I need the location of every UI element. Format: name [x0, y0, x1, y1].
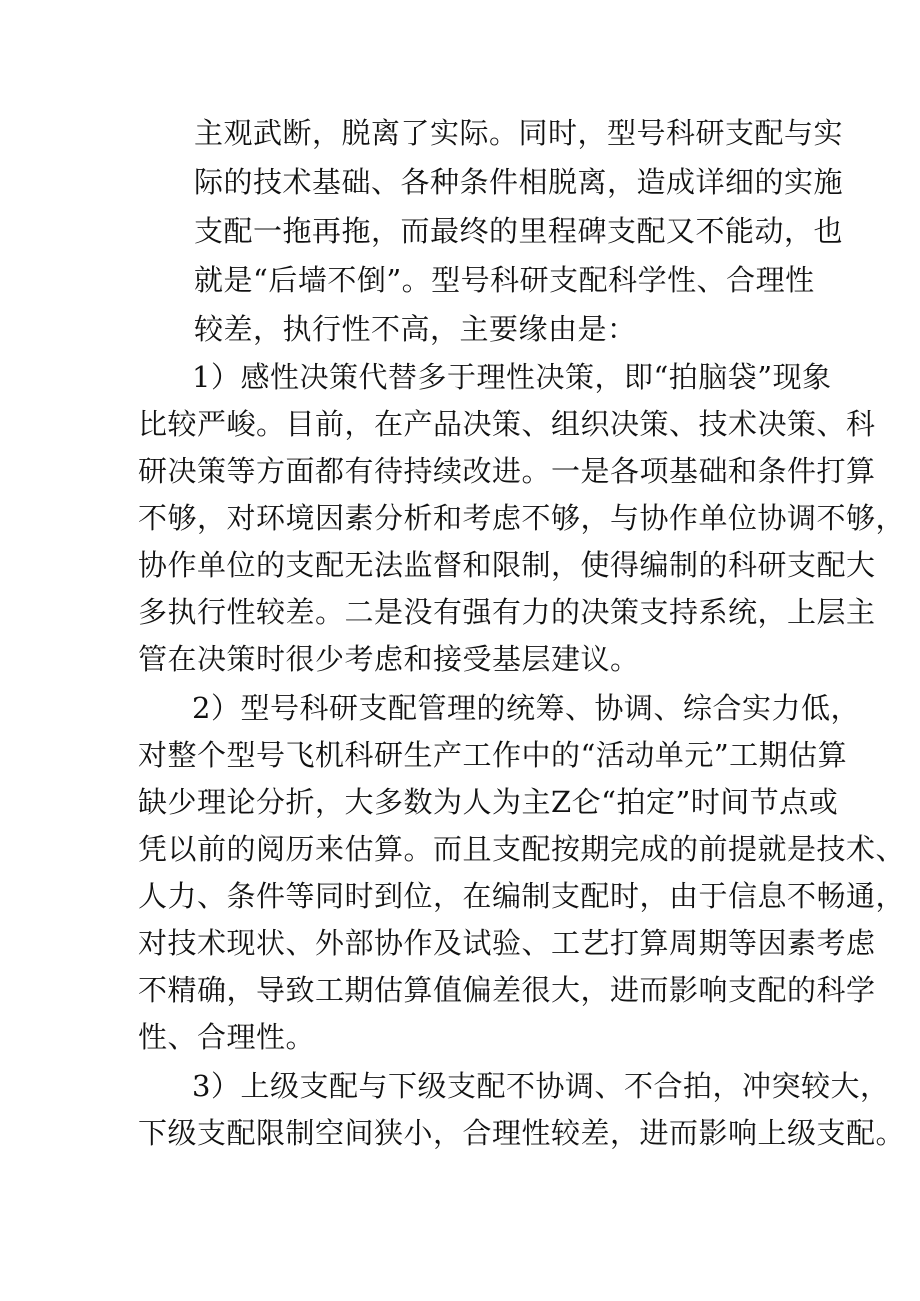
- text-line: 凭以前的阅历来估算。而且支配按期完成的前提就是技术、: [138, 832, 906, 866]
- text-line: 对整个型号飞机科研生产工作中的“活动单元”工期估算: [138, 738, 848, 772]
- text-line: 不够，对环境因素分析和考虑不够，与协作单位协调不够，: [138, 501, 906, 535]
- text-line: 对技术现状、外部协作及试验、工艺打算周期等因素考虑: [138, 926, 876, 960]
- text-line: 比较严峻。目前，在产品决策、组织决策、技术决策、科: [138, 407, 876, 441]
- text-line: 主观武断，脱离了实际。同时，型号科研支配与实: [194, 116, 844, 150]
- text-line: 际的技术基础、各种条件相脱离，造成详细的实施: [194, 165, 844, 199]
- text-line: 人力、条件等同时到位，在编制支配时，由于信息不畅通，: [138, 879, 906, 913]
- text-line: 支配一拖再拖，而最终的里程碑支配又不能动，也: [194, 214, 844, 248]
- text-line: 3）上级支配与下级支配不协调、不合拍，冲突较大，: [192, 1069, 890, 1103]
- text-line: 管在决策时很少考虑和接受基层建议。: [138, 642, 640, 676]
- text-line: 下级支配限制空间狭小，合理性较差，进而影响上级支配。: [138, 1116, 906, 1150]
- text-line: 性、合理性。: [138, 1020, 316, 1054]
- text-line: 协作单位的支配无法监督和限制，使得编制的科研支配大: [138, 548, 876, 582]
- text-line: 1）感性决策代替多于理性决策，即“拍脑袋”现象: [192, 360, 832, 394]
- text-line: 就是“后墙不倒”。型号科研支配科学性、合理性: [194, 263, 815, 297]
- text-line: 不精确，导致工期估算值偏差很大，进而影响支配的科学: [138, 973, 876, 1007]
- text-line: 缺少理论分折，大多数为人为主Z仑“拍定”时间节点或: [138, 785, 839, 819]
- text-line: 2）型号科研支配管理的统筹、协调、综合实力低，: [192, 691, 860, 725]
- text-line: 较差，执行性不高，主要缘由是：: [194, 312, 637, 346]
- text-line: 多执行性较差。二是没有强有力的决策支持系统，上层主: [138, 595, 876, 629]
- text-line: 研决策等方面都有待持续改进。一是各项基础和条件打算: [138, 454, 876, 488]
